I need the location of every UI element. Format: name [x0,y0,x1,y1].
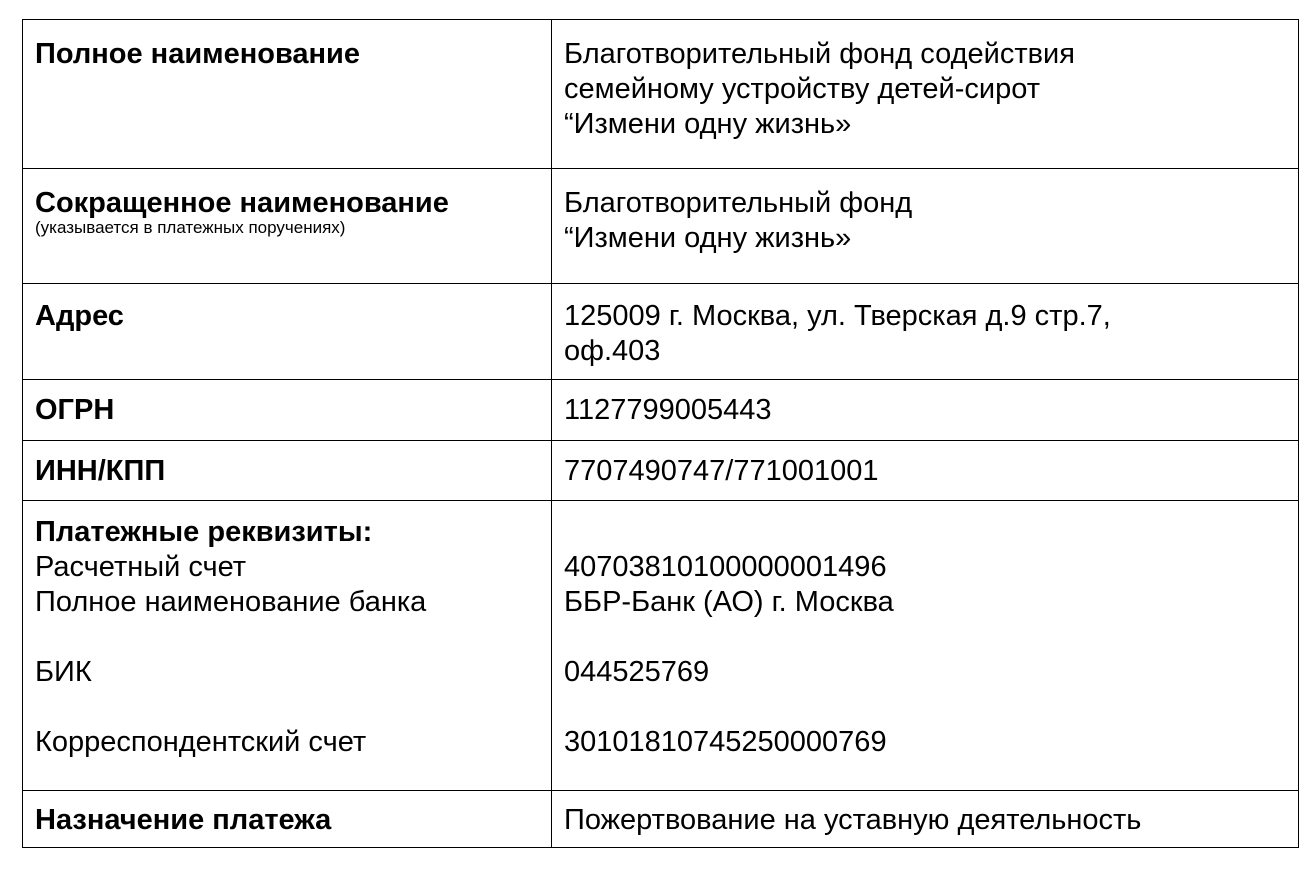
bank-label: Полное наименование банка [35,586,427,618]
corr-account-label: Корреспондентский счет [35,726,367,758]
spacer [35,690,551,725]
value-cell [552,20,1299,169]
table-row-payment-details [23,501,1299,791]
value-cell [552,441,1299,501]
payment-details-label: Платежные реквизиты: [35,516,373,548]
short-name-line-1: Благотворительный фонд [564,187,913,219]
label-cell [23,441,552,501]
full-name-line-3: “Измени одну жизнь» [564,108,852,140]
inn-kpp-label: ИНН/КПП [35,455,166,487]
account-label: Расчетный счет [35,551,247,583]
short-name-hint: (указывается в платежных поручениях) [35,218,346,237]
full-name-line-1: Благотворительный фонд содействия [564,38,1075,70]
table-row-purpose [23,791,1299,848]
table-row-address [23,284,1299,380]
label-cell [23,169,552,284]
value-cell [552,169,1299,284]
table-row-ogrn [23,380,1299,441]
corr-account-value: 30101810745250000769 [564,726,887,758]
short-name-line-2: “Измени одну жизнь» [564,222,852,254]
spacer [564,620,1298,655]
account-value: 40703810100000001496 [564,551,887,583]
address-line-2: оф.403 [564,335,661,367]
label-cell [23,284,552,380]
value-cell [552,284,1299,380]
full-name-label: Полное наименование [35,38,361,70]
label-cell [23,791,552,848]
spacer [564,690,1298,725]
inn-kpp-value: 7707490747/771001001 [564,455,879,487]
label-cell [23,20,552,169]
table-row-full-name [23,20,1299,169]
ogrn-label: ОГРН [35,394,115,426]
bik-value: 044525769 [564,656,710,688]
short-name-label: Сокращенное наименование [35,187,449,219]
bik-label: БИК [35,656,92,688]
label-cell [23,380,552,441]
label-cell [23,501,552,791]
bank-value: ББР-Банк (АО) г. Москва [564,586,894,618]
spacer [35,620,551,655]
purpose-value: Пожертвование на уставную деятельность [564,804,1142,836]
value-cell [552,380,1299,441]
purpose-label: Назначение платежа [35,804,332,836]
ogrn-value: 1127799005443 [564,394,772,426]
value-cell [552,791,1299,848]
requisites-table [22,19,1299,848]
full-name-line-2: семейному устройству детей-сирот [564,73,1041,105]
address-label: Адрес [35,300,124,332]
spacer [564,515,1298,550]
value-cell [552,501,1299,791]
table-row-short-name [23,169,1299,284]
address-line-1: 125009 г. Москва, ул. Тверская д.9 стр.7, [564,300,1111,332]
requisites-sheet [22,19,1298,848]
table-row-inn-kpp [23,441,1299,501]
